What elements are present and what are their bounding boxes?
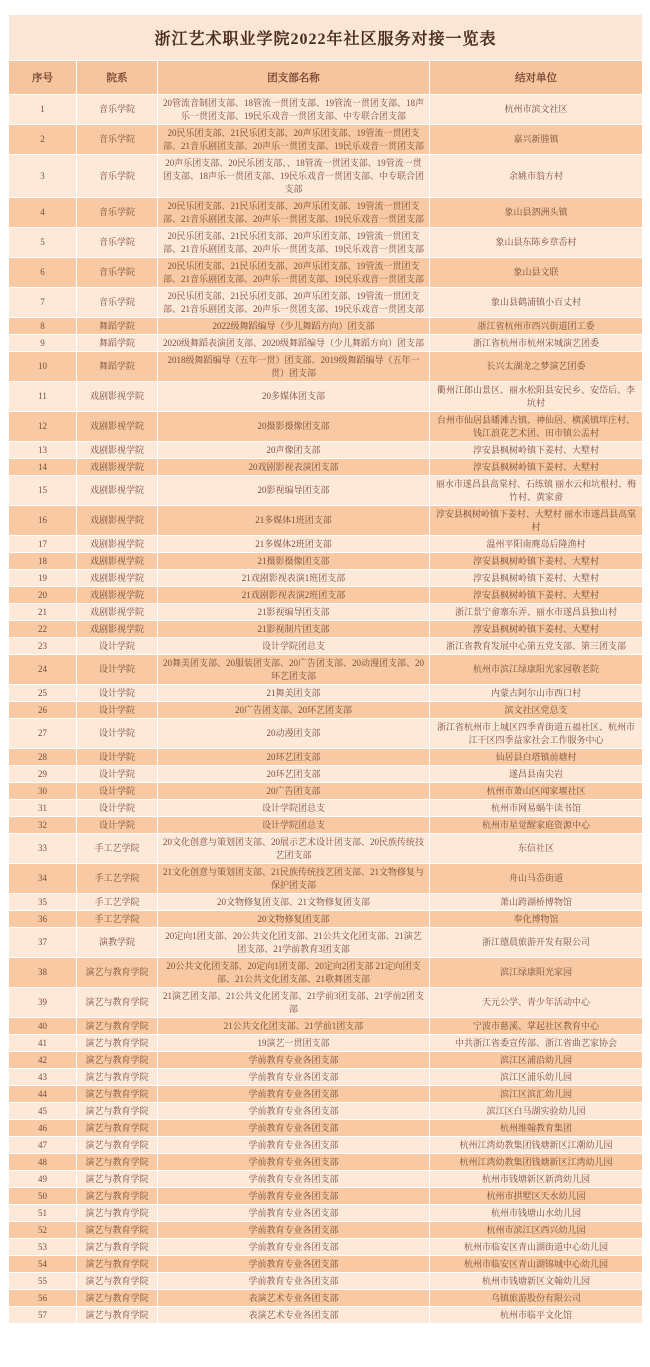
column-header-branch: 团支部名称 (158, 61, 430, 95)
cell-partner: 杭州市钱塘新区新湾幼儿园 (430, 1171, 643, 1188)
cell-branch: 21影视编导团支部 (158, 604, 430, 621)
table-row (9, 125, 643, 155)
cell-no: 18 (9, 553, 77, 570)
cell-dept: 戏剧影视学院 (77, 442, 158, 459)
cell-dept: 音乐学院 (77, 288, 158, 318)
cell-partner: 滨文社区党总支 (430, 702, 643, 719)
cell-partner: 滨江区浦乐幼儿园 (430, 1069, 643, 1086)
cell-dept: 演艺与教育学院 (77, 1239, 158, 1256)
cell-branch: 2018级舞蹈编导（五年一贯）团支部、2019级舞蹈编导（五年一贯）团支部 (158, 352, 430, 382)
cell-branch: 20广告团支部 (158, 783, 430, 800)
cell-no: 32 (9, 817, 77, 834)
table-row (9, 587, 643, 604)
cell-branch: 学前教育专业各团支部 (158, 1069, 430, 1086)
cell-partner: 杭州江湾幼教集团钱塘新区江潮幼儿园 (430, 1137, 643, 1154)
cell-dept: 演艺与教育学院 (77, 1290, 158, 1307)
cell-dept: 演艺与教育学院 (77, 1273, 158, 1290)
cell-branch: 20声像团支部 (158, 442, 430, 459)
cell-no: 2 (9, 125, 77, 155)
cell-partner: 杭州市临安区青山湖街道中心幼儿园 (430, 1239, 643, 1256)
cell-no: 21 (9, 604, 77, 621)
cell-no: 14 (9, 459, 77, 476)
cell-partner: 中共浙江省委宣传部、浙江省曲艺家协会 (430, 1035, 643, 1052)
cell-partner: 奉化博物馆 (430, 911, 643, 928)
column-header-partner: 结对单位 (430, 61, 643, 95)
cell-dept: 设计学院 (77, 685, 158, 702)
cell-dept: 演艺与教育学院 (77, 958, 158, 988)
table-row (9, 155, 643, 198)
cell-dept: 音乐学院 (77, 125, 158, 155)
cell-dept: 设计学院 (77, 702, 158, 719)
cell-partner: 滨江绿康阳光家园 (430, 958, 643, 988)
table-row (9, 1103, 643, 1120)
cell-branch: 2020级舞蹈表演团支部、2020级舞蹈编导（少儿舞蹈方向）团支部 (158, 335, 430, 352)
table-row (9, 928, 643, 958)
cell-branch: 20声乐团支部、20民乐团支部、、18管流一贯团支部、19管流一贯团支部、18声乐一贯团支部、19民乐戏音一贯团支部、中专联合团支部 (158, 155, 430, 198)
cell-dept: 戏剧影视学院 (77, 536, 158, 553)
cell-no: 10 (9, 352, 77, 382)
cell-no: 15 (9, 476, 77, 506)
cell-branch: 20动漫团支部 (158, 719, 430, 749)
table-row (9, 1205, 643, 1222)
cell-no: 40 (9, 1018, 77, 1035)
cell-partner: 余姚市翁方村 (430, 155, 643, 198)
table-row (9, 198, 643, 228)
cell-partner: 滨江区浦沿幼儿园 (430, 1052, 643, 1069)
cell-branch: 20文物修复团支部、21文物修复团支部 (158, 894, 430, 911)
cell-partner: 浙江省杭州市上城区四季青街道五福社区、杭州市江干区四季益家社会工作服务中心 (430, 719, 643, 749)
cell-dept: 演艺与教育学院 (77, 1137, 158, 1154)
cell-no: 33 (9, 834, 77, 864)
cell-partner: 淳安县枫树岭镇下姜村、大墅村 (430, 553, 643, 570)
cell-partner: 浙江省教育发展中心第五党支部、第三团支部 (430, 638, 643, 655)
cell-no: 38 (9, 958, 77, 988)
cell-partner: 杭州市网易蜗牛读书馆 (430, 800, 643, 817)
cell-partner: 内蒙古阿尔山市西口村 (430, 685, 643, 702)
cell-dept: 戏剧影视学院 (77, 459, 158, 476)
cell-no: 41 (9, 1035, 77, 1052)
cell-dept: 演艺与教育学院 (77, 1018, 158, 1035)
cell-dept: 戏剧影视学院 (77, 621, 158, 638)
cell-partner: 舟山马岙街道 (430, 864, 643, 894)
cell-no: 49 (9, 1171, 77, 1188)
cell-dept: 设计学院 (77, 655, 158, 685)
cell-partner: 象山县泗洲头镇 (430, 198, 643, 228)
table-row (9, 1273, 643, 1290)
cell-dept: 戏剧影视学院 (77, 553, 158, 570)
cell-no: 56 (9, 1290, 77, 1307)
table-row (9, 817, 643, 834)
cell-no: 1 (9, 95, 77, 125)
cell-dept: 音乐学院 (77, 258, 158, 288)
cell-dept: 戏剧影视学院 (77, 570, 158, 587)
cell-no: 42 (9, 1052, 77, 1069)
cell-no: 20 (9, 587, 77, 604)
cell-no: 46 (9, 1120, 77, 1137)
cell-dept: 演教学院 (77, 928, 158, 958)
cell-no: 37 (9, 928, 77, 958)
cell-dept: 设计学院 (77, 719, 158, 749)
table-row (9, 1256, 643, 1273)
cell-dept: 设计学院 (77, 749, 158, 766)
cell-no: 43 (9, 1069, 77, 1086)
cell-branch: 20文化创意与策划团支部、20展示艺术设计团支部、20民族传统技艺团支部 (158, 834, 430, 864)
cell-branch: 20戏剧影视表演团支部 (158, 459, 430, 476)
cell-no: 5 (9, 228, 77, 258)
cell-dept: 戏剧影视学院 (77, 587, 158, 604)
table-row (9, 719, 643, 749)
cell-partner: 杭州市临安区青山湖锦城中心幼儿园 (430, 1256, 643, 1273)
cell-partner: 浙江省杭州市杭州宋城演艺团委 (430, 335, 643, 352)
cell-partner: 浙江省杭州市西兴街道团工委 (430, 318, 643, 335)
cell-branch: 学前教育专业各团支部 (158, 1154, 430, 1171)
table-row (9, 911, 643, 928)
cell-dept: 演艺与教育学院 (77, 1256, 158, 1273)
cell-dept: 舞蹈学院 (77, 335, 158, 352)
table-row (9, 685, 643, 702)
table-row (9, 95, 643, 125)
cell-no: 30 (9, 783, 77, 800)
cell-branch: 设计学院团总支 (158, 800, 430, 817)
cell-branch: 学前教育专业各团支部 (158, 1086, 430, 1103)
cell-partner: 天元公学、青少年活动中心 (430, 988, 643, 1018)
page-title: 浙江艺术职业学院2022年社区服务对接一览表 (9, 15, 643, 61)
cell-dept: 手工艺学院 (77, 894, 158, 911)
cell-partner: 杭州市拱墅区天水幼儿园 (430, 1188, 643, 1205)
cell-no: 4 (9, 198, 77, 228)
cell-no: 11 (9, 382, 77, 412)
cell-partner: 杭州市萧山区闻家堰社区 (430, 783, 643, 800)
cell-branch: 21多媒体2班团支部 (158, 536, 430, 553)
table-row (9, 382, 643, 412)
table-row (9, 958, 643, 988)
cell-partner: 淳安县枫树岭镇下姜村、大墅村 (430, 570, 643, 587)
table-row (9, 1290, 643, 1307)
cell-partner: 杭州市钱塘新区文翰幼儿园 (430, 1273, 643, 1290)
cell-partner: 萧山跨湖桥博物馆 (430, 894, 643, 911)
cell-branch: 学前教育专业各团支部 (158, 1120, 430, 1137)
cell-dept: 演艺与教育学院 (77, 1103, 158, 1120)
cell-branch: 表演艺术专业各团支部 (158, 1290, 430, 1307)
cell-no: 16 (9, 506, 77, 536)
cell-no: 22 (9, 621, 77, 638)
cell-partner: 衢州江郎山景区、丽水松阳县安民乡、安岱后、李坑村 (430, 382, 643, 412)
cell-branch: 20环艺团支部 (158, 749, 430, 766)
cell-dept: 手工艺学院 (77, 864, 158, 894)
table-row (9, 1018, 643, 1035)
cell-dept: 设计学院 (77, 783, 158, 800)
cell-no: 50 (9, 1188, 77, 1205)
cell-partner: 杭州江湾幼教集团钱塘新区江湾幼儿园 (430, 1154, 643, 1171)
cell-branch: 学前教育专业各团支部 (158, 1171, 430, 1188)
cell-dept: 演艺与教育学院 (77, 1120, 158, 1137)
cell-branch: 设计学院团总支 (158, 817, 430, 834)
cell-dept: 演艺与教育学院 (77, 1222, 158, 1239)
table-row (9, 258, 643, 288)
cell-partner: 淳安县枫树岭镇下姜村、大墅村 (430, 587, 643, 604)
cell-partner: 仙居县白塔镇前塘村 (430, 749, 643, 766)
cell-no: 54 (9, 1256, 77, 1273)
cell-no: 55 (9, 1273, 77, 1290)
column-header-dept: 院系 (77, 61, 158, 95)
cell-dept: 演艺与教育学院 (77, 1188, 158, 1205)
cell-branch: 20民乐团支部、21民乐团支部、20声乐团支部、19管流一贯团支部、21音乐剧团支部、20声乐一贯团支部、19民乐戏音一贯团支部 (158, 125, 430, 155)
cell-dept: 音乐学院 (77, 228, 158, 258)
cell-branch: 20定向1团支部、20公共文化团支部、21公共文化团支部、21演艺团支部、21学前教育3团支部 (158, 928, 430, 958)
cell-branch: 学前教育专业各团支部 (158, 1222, 430, 1239)
cell-branch: 20公共文化团支部、20定向1团支部、20定向2团支部 21定向团支部、21公共文化团支部、21歌舞团支部 (158, 958, 430, 988)
cell-no: 31 (9, 800, 77, 817)
cell-no: 45 (9, 1103, 77, 1120)
cell-no: 35 (9, 894, 77, 911)
cell-partner: 温州平阳南麂岛后隆渔村 (430, 536, 643, 553)
table-row (9, 1086, 643, 1103)
table-row (9, 1307, 643, 1324)
cell-branch: 20民乐团支部、21民乐团支部、20声乐团支部、19管流一贯团支部、21音乐剧团支部、20声乐一贯团支部、19民乐戏音一贯团支部 (158, 258, 430, 288)
cell-no: 48 (9, 1154, 77, 1171)
table-row (9, 536, 643, 553)
table-row (9, 1239, 643, 1256)
cell-branch: 学前教育专业各团支部 (158, 1137, 430, 1154)
cell-partner: 杭州市星觉醒家庭资源中心 (430, 817, 643, 834)
cell-dept: 设计学院 (77, 800, 158, 817)
cell-partner: 淳安县枫树岭镇下姜村、大墅村 (430, 459, 643, 476)
cell-branch: 学前教育专业各团支部 (158, 1188, 430, 1205)
cell-partner: 浙江景宁畲寨东弄、丽水市遂昌县独山村 (430, 604, 643, 621)
cell-dept: 演艺与教育学院 (77, 1171, 158, 1188)
cell-branch: 19演艺一贯团支部 (158, 1035, 430, 1052)
cell-no: 47 (9, 1137, 77, 1154)
cell-dept: 演艺与教育学院 (77, 1086, 158, 1103)
table-row (9, 318, 643, 335)
cell-branch: 21戏剧影视表演2班团支部 (158, 587, 430, 604)
cell-dept: 设计学院 (77, 766, 158, 783)
table-row (9, 638, 643, 655)
table-row (9, 834, 643, 864)
table-row (9, 1069, 643, 1086)
cell-no: 44 (9, 1086, 77, 1103)
cell-no: 24 (9, 655, 77, 685)
cell-dept: 戏剧影视学院 (77, 604, 158, 621)
cell-partner: 滨江区白马湖实验幼儿园 (430, 1103, 643, 1120)
table-row (9, 1222, 643, 1239)
cell-partner: 东信社区 (430, 834, 643, 864)
table-row (9, 1188, 643, 1205)
cell-no: 17 (9, 536, 77, 553)
cell-no: 29 (9, 766, 77, 783)
cell-dept: 戏剧影视学院 (77, 506, 158, 536)
cell-branch: 20多媒体团支部 (158, 382, 430, 412)
cell-partner: 淳安县枫树岭镇下姜村、大墅村 丽水市遂昌县高棠村 (430, 506, 643, 536)
cell-branch: 20广告团支部、20环艺团支部 (158, 702, 430, 719)
cell-partner: 浙江德晨旅游开发有限公司 (430, 928, 643, 958)
cell-partner: 长兴太湖龙之梦演艺团委 (430, 352, 643, 382)
cell-dept: 戏剧影视学院 (77, 382, 158, 412)
cell-branch: 20影视编导团支部 (158, 476, 430, 506)
cell-branch: 学前教育专业各团支部 (158, 1103, 430, 1120)
cell-branch: 21多媒体1班团支部 (158, 506, 430, 536)
cell-dept: 手工艺学院 (77, 834, 158, 864)
cell-no: 51 (9, 1205, 77, 1222)
cell-no: 27 (9, 719, 77, 749)
cell-no: 39 (9, 988, 77, 1018)
cell-branch: 学前教育专业各团支部 (158, 1239, 430, 1256)
cell-dept: 演艺与教育学院 (77, 1052, 158, 1069)
cell-no: 6 (9, 258, 77, 288)
cell-partner: 嘉兴新塍镇 (430, 125, 643, 155)
table-row (9, 506, 643, 536)
table-row (9, 570, 643, 587)
table-row (9, 288, 643, 318)
cell-partner: 宁波市慈溪、掌起社区教育中心 (430, 1018, 643, 1035)
cell-partner: 杭州市临平文化馆 (430, 1307, 643, 1324)
table-row (9, 412, 643, 442)
cell-branch: 21公共文化团支部、21学前1团支部 (158, 1018, 430, 1035)
cell-partner: 淳安县枫树岭镇下姜村、大墅村 (430, 442, 643, 459)
table-row (9, 335, 643, 352)
table-body (9, 95, 643, 1324)
table-row (9, 988, 643, 1018)
cell-partner: 台州市仙居县皤滩古镇、神仙居、横溪镇垟庄村、钱江浪花艺术团、田市镇公盂村 (430, 412, 643, 442)
table-row (9, 1137, 643, 1154)
table-row (9, 1171, 643, 1188)
cell-dept: 音乐学院 (77, 155, 158, 198)
cell-branch: 学前教育专业各团支部 (158, 1256, 430, 1273)
table-row (9, 894, 643, 911)
cell-dept: 舞蹈学院 (77, 352, 158, 382)
table-row (9, 459, 643, 476)
cell-dept: 手工艺学院 (77, 911, 158, 928)
table-row (9, 655, 643, 685)
cell-dept: 演艺与教育学院 (77, 1035, 158, 1052)
cell-partner: 象山县东陈乡章岙村 (430, 228, 643, 258)
cell-no: 23 (9, 638, 77, 655)
cell-no: 25 (9, 685, 77, 702)
cell-partner: 乌镇旅游股份有限公司 (430, 1290, 643, 1307)
cell-branch: 学前教育专业各团支部 (158, 1205, 430, 1222)
table-row (9, 702, 643, 719)
cell-branch: 21文化创意与策划团支部、21民族传统技艺团支部、21文物修复与保护团支部 (158, 864, 430, 894)
cell-branch: 20环艺团支部 (158, 766, 430, 783)
cell-no: 36 (9, 911, 77, 928)
cell-branch: 21舞美团支部 (158, 685, 430, 702)
cell-no: 57 (9, 1307, 77, 1324)
table-row (9, 553, 643, 570)
cell-branch: 20民乐团支部、21民乐团支部、20声乐团支部、19管流一贯团支部、21音乐剧团支部、20声乐一贯团支部、19民乐戏音一贯团支部 (158, 198, 430, 228)
cell-no: 9 (9, 335, 77, 352)
cell-branch: 21摄影摄像团支部 (158, 553, 430, 570)
table-row (9, 476, 643, 506)
table-row (9, 783, 643, 800)
cell-no: 53 (9, 1239, 77, 1256)
cell-branch: 21戏剧影视表演1班团支部 (158, 570, 430, 587)
title-row (9, 15, 643, 61)
cell-partner: 丽水市遂昌县高棠村、石练镇 丽水云和坑根村、梅竹村、黄家畲 (430, 476, 643, 506)
cell-branch: 20民乐团支部、21民乐团支部、20声乐团支部、19管流一贯团支部、21音乐剧团支部、20声乐一贯团支部、19民乐戏音一贯团支部 (158, 288, 430, 318)
table-header-row (9, 61, 643, 95)
cell-no: 26 (9, 702, 77, 719)
table-row (9, 1120, 643, 1137)
cell-branch: 2022级舞蹈编导（少儿舞蹈方向）团支部 (158, 318, 430, 335)
cell-partner: 淳安县枫树岭镇下姜村、大墅村 (430, 621, 643, 638)
cell-dept: 舞蹈学院 (77, 318, 158, 335)
cell-dept: 演艺与教育学院 (77, 988, 158, 1018)
cell-no: 12 (9, 412, 77, 442)
cell-partner: 杭州市滨江绿康阳光家园敬老院 (430, 655, 643, 685)
cell-partner: 杭州市钱塘山水幼儿园 (430, 1205, 643, 1222)
cell-branch: 学前教育专业各团支部 (158, 1273, 430, 1290)
cell-partner: 遂昌县南尖岩 (430, 766, 643, 783)
cell-dept: 演艺与教育学院 (77, 1307, 158, 1324)
cell-no: 19 (9, 570, 77, 587)
cell-partner: 滨江区滨汇幼儿园 (430, 1086, 643, 1103)
cell-no: 34 (9, 864, 77, 894)
cell-dept: 设计学院 (77, 817, 158, 834)
cell-dept: 音乐学院 (77, 95, 158, 125)
cell-partner: 象山县文联 (430, 258, 643, 288)
service-table (8, 14, 643, 1324)
table-row (9, 1035, 643, 1052)
table-row (9, 1154, 643, 1171)
column-header-no: 序号 (9, 61, 77, 95)
table-row (9, 604, 643, 621)
table-row (9, 749, 643, 766)
table-row (9, 864, 643, 894)
cell-dept: 戏剧影视学院 (77, 412, 158, 442)
cell-dept: 音乐学院 (77, 198, 158, 228)
cell-dept: 演艺与教育学院 (77, 1154, 158, 1171)
cell-partner: 杭州市滨文社区 (430, 95, 643, 125)
table-row (9, 621, 643, 638)
table-row (9, 800, 643, 817)
cell-no: 7 (9, 288, 77, 318)
table-row (9, 766, 643, 783)
cell-branch: 20舞美团支部、20服装团支部、20广告团支部、20动漫团支部、20环艺团支部 (158, 655, 430, 685)
cell-partner: 杭州维翰教育集团 (430, 1120, 643, 1137)
cell-no: 52 (9, 1222, 77, 1239)
cell-branch: 20民乐团支部、21民乐团支部、20声乐团支部、19管流一贯团支部、21音乐剧团支部、20声乐一贯团支部、19民乐戏音一贯团支部 (158, 228, 430, 258)
cell-no: 3 (9, 155, 77, 198)
cell-branch: 20摄影摄像团支部 (158, 412, 430, 442)
cell-dept: 演艺与教育学院 (77, 1205, 158, 1222)
cell-branch: 表演艺术专业各团支部 (158, 1307, 430, 1324)
cell-dept: 设计学院 (77, 638, 158, 655)
cell-branch: 21演艺团支部、21公共文化团支部、21学前3团支部、21学前2团支部 (158, 988, 430, 1018)
table-row (9, 1052, 643, 1069)
cell-branch: 20文物修复团支部 (158, 911, 430, 928)
cell-dept: 戏剧影视学院 (77, 476, 158, 506)
table-row (9, 442, 643, 459)
cell-branch: 21影视制片团支部 (158, 621, 430, 638)
cell-dept: 演艺与教育学院 (77, 1069, 158, 1086)
cell-no: 28 (9, 749, 77, 766)
cell-branch: 学前教育专业各团支部 (158, 1052, 430, 1069)
table-row (9, 228, 643, 258)
cell-branch: 20管流音制团支部、18管流一贯团支部、19管流一贯团支部、18声乐一贯团支部、19民乐戏音一贯团支部、中专联合团支部 (158, 95, 430, 125)
table-row (9, 352, 643, 382)
cell-branch: 设计学院团总支 (158, 638, 430, 655)
cell-partner: 杭州市滨江区西兴幼儿园 (430, 1222, 643, 1239)
cell-no: 13 (9, 442, 77, 459)
cell-no: 8 (9, 318, 77, 335)
cell-partner: 象山县鹤浦镇小百丈村 (430, 288, 643, 318)
